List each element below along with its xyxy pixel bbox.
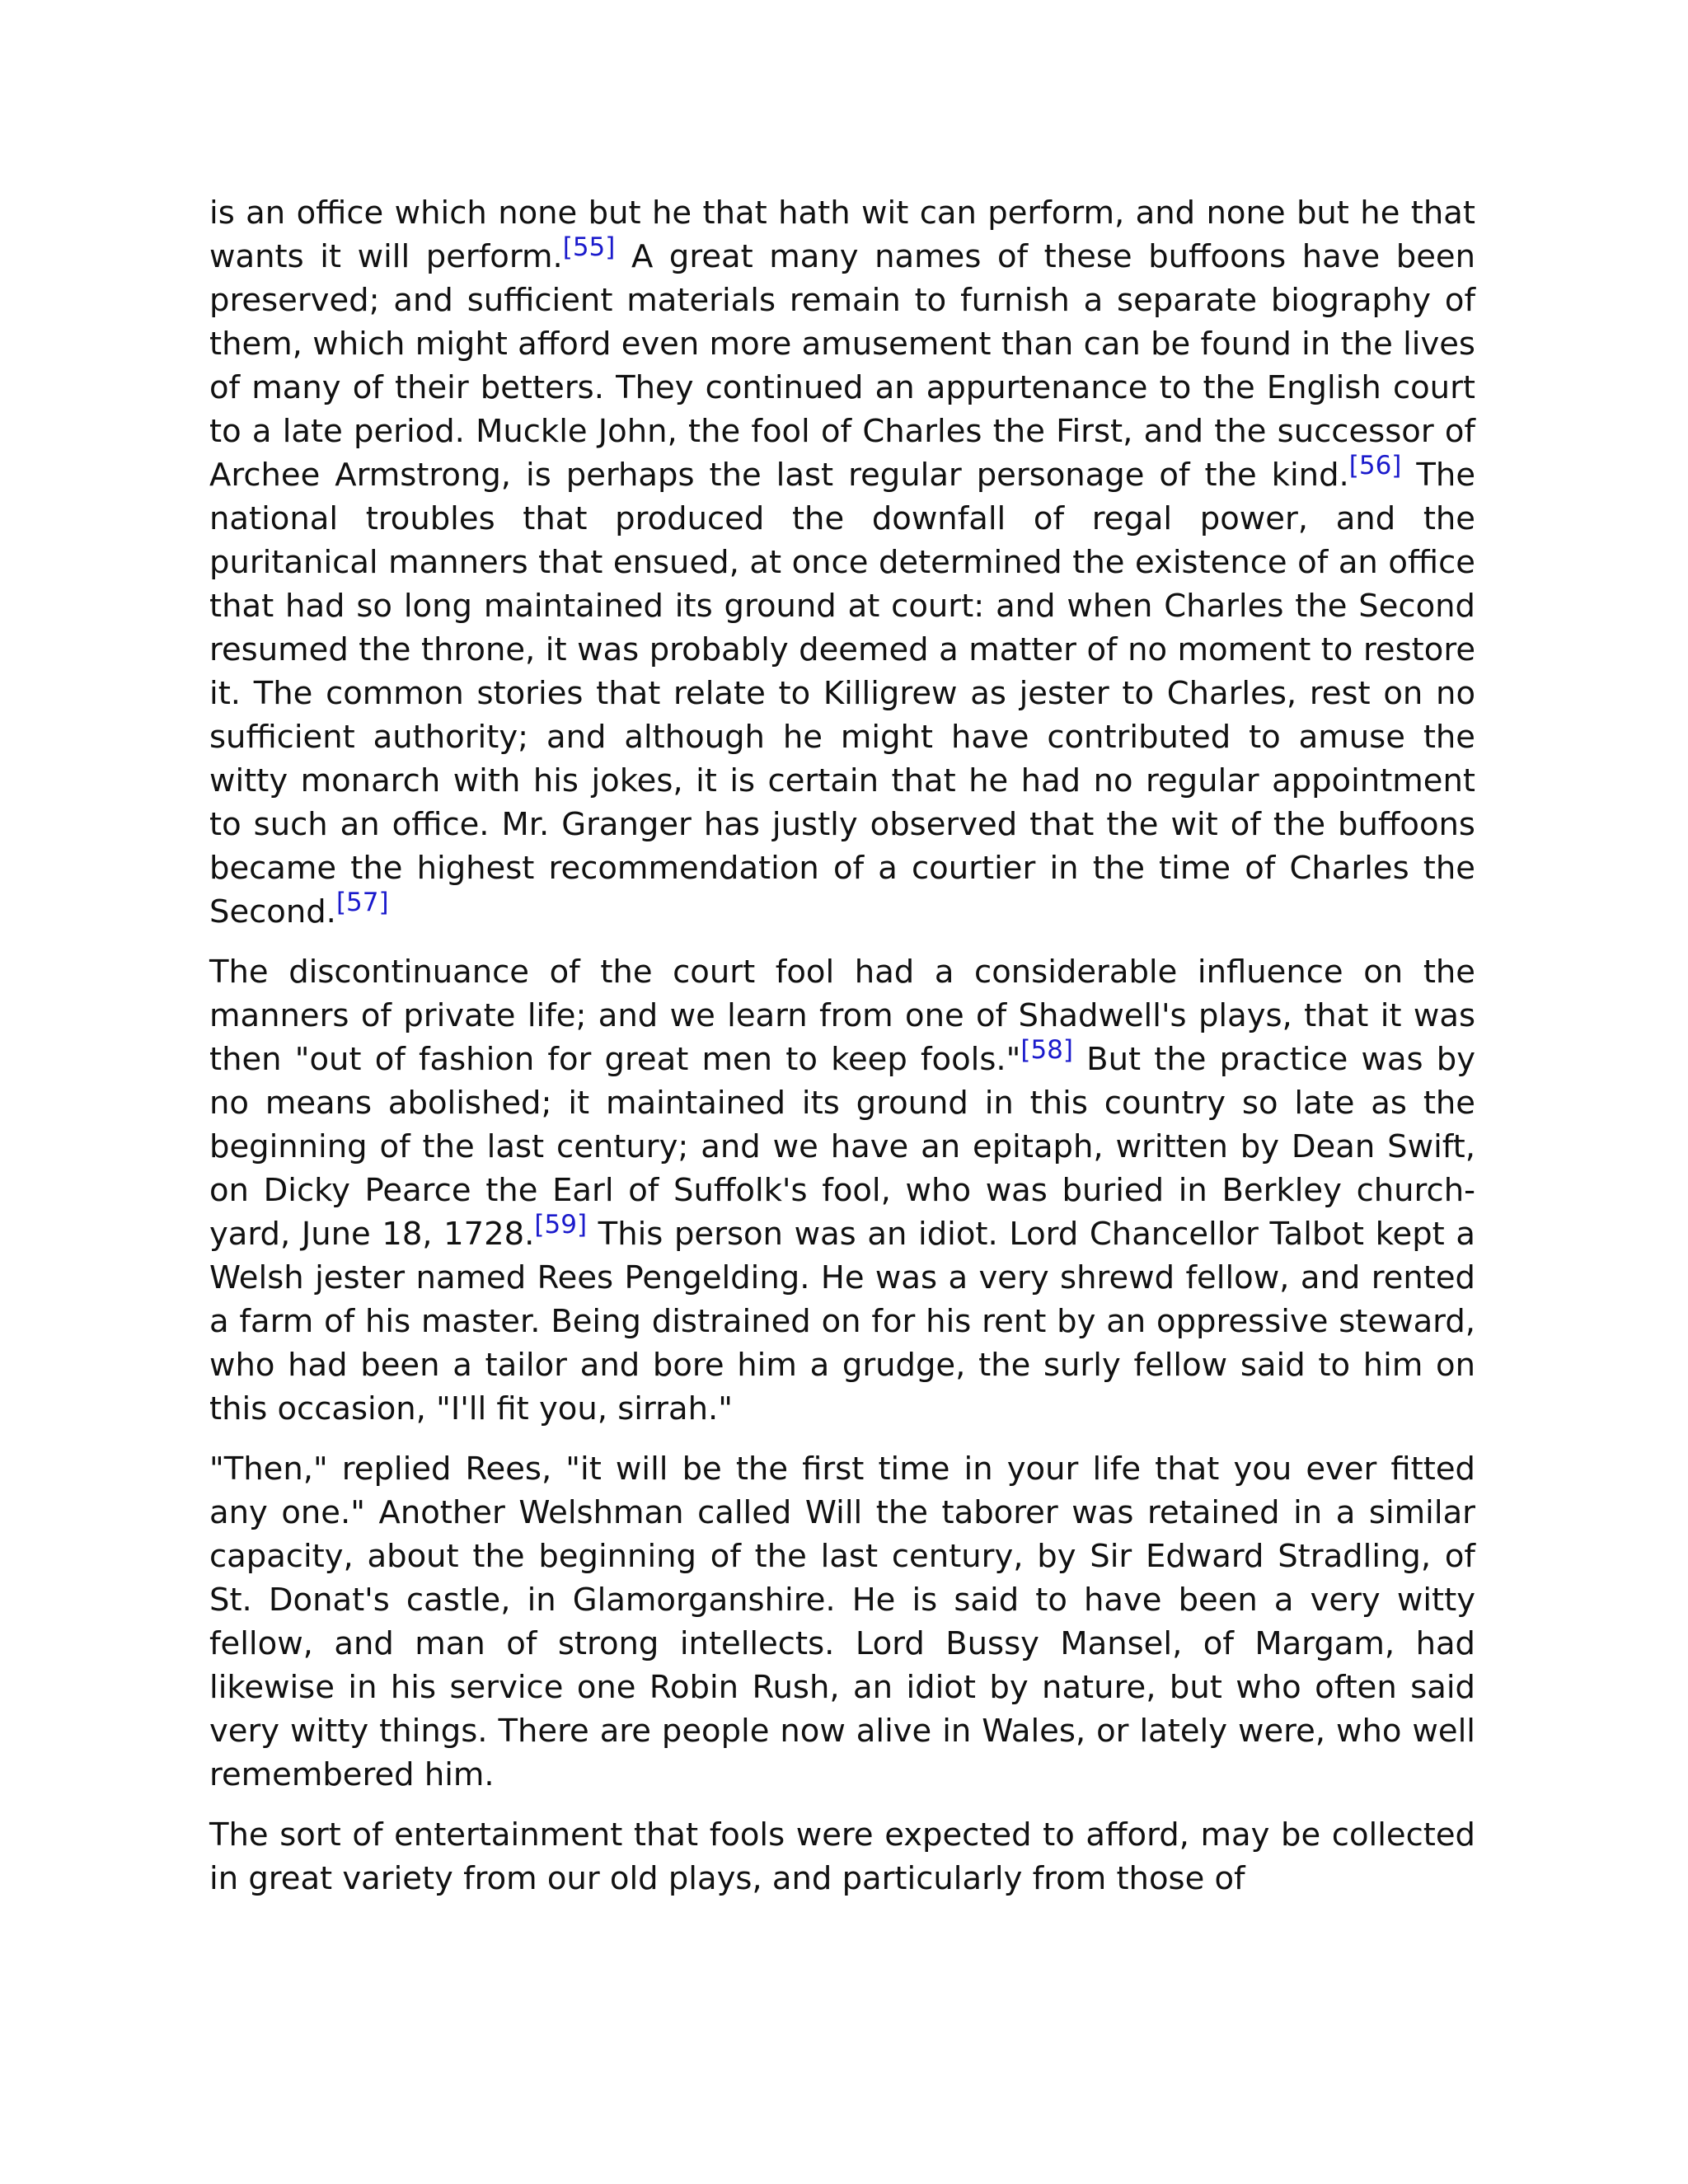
footnote-link-58[interactable]: [58] xyxy=(1020,1035,1073,1065)
page-body xyxy=(209,191,1475,1917)
paragraph xyxy=(209,950,1475,1431)
paragraph xyxy=(209,191,1475,934)
paragraph-text: A great many names of these buffoons have been preserved; and sufficient materials remain to furnish a separate biography of them, which might afford even more amusement than can be found in the lives of many of their betters. They continued an appurtenance to the English court to a late period. Muckle John, the fool of Charles the First, and the successor of Archee Armstrong, is perhaps the last regular personage of the kind. xyxy=(209,238,1475,494)
paragraph-text: The sort of entertainment that fools were expected to afford, may be collected in great variety from our old plays, and particularly from those of xyxy=(209,1816,1475,1897)
paragraph-text: "Then," replied Rees, "it will be the first time in your life that you ever fitted any one." Another Welshman called Will the taborer was retained in a similar capacity, about the beginning of the last century, by Sir Edward Stradling, of St. Donat's castle, in Glamorganshire. He is said to have been a very witty fellow, and man of strong intellects. Lord Bussy Mansel, of Margam, had likewise in his service one Robin Rush, an idiot by nature, but who often said very witty things. There are people now alive in Wales, or lately were, who well remembered him. xyxy=(209,1451,1475,1793)
paragraph xyxy=(209,1447,1475,1797)
footnote-link-57[interactable]: [57] xyxy=(335,888,389,917)
paragraph-text: But the practice was by no means abolished; it maintained its ground in this country so late as the beginning of the last century; and we have an epitaph, written by Dean Swift, on Dicky Pearce the Earl of Suffolk's fool, who was buried in Berkley church-yard, June 18, 1728. xyxy=(209,1041,1475,1253)
footnote-link-59[interactable]: [59] xyxy=(534,1210,588,1240)
paragraph-text: The discontinuance of the court fool had a considerable influence on the manners of private life; and we learn from one of Shadwell's plays, that it was then "out of fashion for great men to keep fools." xyxy=(209,954,1475,1078)
paragraph-text: This person was an idiot. Lord Chancellor Talbot kept a Welsh jester named Rees Pengelding. He was a very shrewd fellow, and rented a farm of his master. Being distrained on for his rent by an oppressive steward, who had been a tailor and bore him a grudge, the surly fellow said to him on this occasion, "I'll fit you, sirrah." xyxy=(209,1216,1475,1427)
paragraph xyxy=(209,1813,1475,1900)
paragraph-text: The national troubles that produced the downfall of regal power, and the puritanical manners that ensued, at once determined the existence of an office that had so long maintained its ground at court: and when Charles the Second resumed the throne, it was probably deemed a matter of no moment to restore it. The common stories that relate to Killigrew as jester to Charles, rest on no sufficient authority; and although he might have contributed to amuse the witty monarch with his jokes, it is certain that he had no regular appointment to such an office. Mr. Granger has justly observed that the wit of the buffoons became the highest recommendation of a courtier in the time of Charles the Second. xyxy=(209,457,1476,930)
footnote-link-56[interactable]: [56] xyxy=(1348,451,1402,480)
paragraph-text: is an office which none but he that hath wit can perform, and none but he that wants it will perform. xyxy=(209,194,1475,275)
footnote-link-55[interactable]: [55] xyxy=(562,232,616,262)
